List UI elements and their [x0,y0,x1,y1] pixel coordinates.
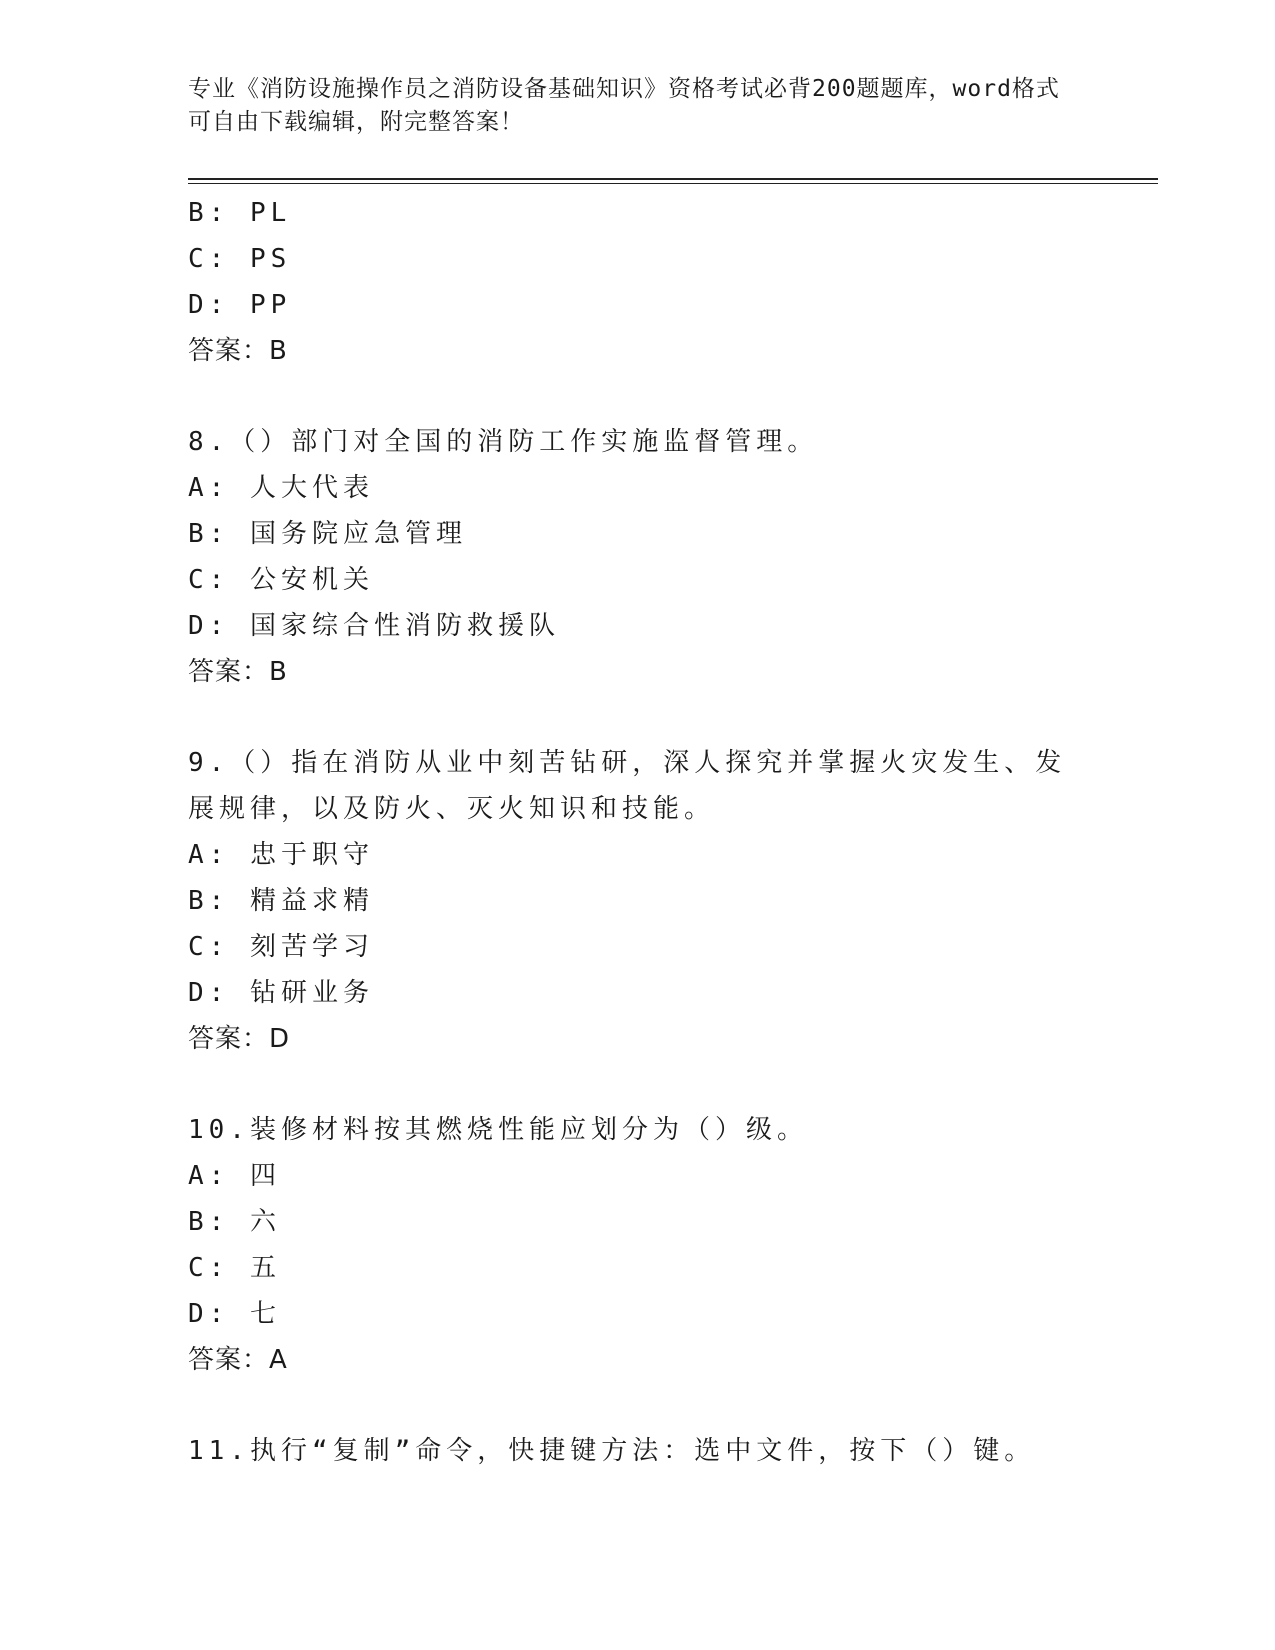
question-text: 11.执行“复制”命令，快捷键方法：选中文件，按下（）键。 [188,1436,1036,1466]
option-c: C: 公安机关 [188,565,374,595]
header-rule-thin [188,183,1158,184]
option-d: D: 国家综合性消防救援队 [188,611,560,641]
document-header: 专业《消防设施操作员之消防设备基础知识》资格考试必背200题题库，word格式可自由下载编辑，附完整答案！ [188,76,1060,135]
question-11 [188,1428,1068,1474]
option-c: C: 五 [188,1253,281,1283]
option-a: A: 忠于职守 [188,840,374,870]
question-text: 9.（）指在消防从业中刻苦钻研，深人探究并掌握火灾发生、发展规律，以及防火、灭火知识和技能。 [188,748,1067,824]
answer: 答案：A [188,1345,288,1375]
question-7-continued [188,190,1068,374]
question-list [188,190,1068,1474]
option-d: D: PP [188,290,292,320]
answer: 答案：B [188,336,288,366]
question-8 [188,419,1068,695]
question-text: 10.装修材料按其燃烧性能应划分为（）级。 [188,1115,808,1145]
question-text: 8.（）部门对全国的消防工作实施监督管理。 [188,427,819,457]
option-d: D: 七 [188,1299,281,1329]
option-a: A: 人大代表 [188,473,374,503]
option-c: C: 刻苦学习 [188,932,374,962]
option-b: B: 六 [188,1207,281,1237]
option-b: B: 精益求精 [188,886,374,916]
question-10 [188,1107,1068,1383]
question-9 [188,740,1068,1062]
option-c: C: PS [188,244,292,274]
option-a: A: 四 [188,1161,281,1191]
option-b: B: PL [188,198,292,228]
answer: 答案：B [188,657,288,687]
header-rule-thick [188,178,1158,180]
option-b: B: 国务院应急管理 [188,519,467,549]
answer: 答案：D [188,1024,291,1054]
option-d: D: 钻研业务 [188,978,374,1008]
